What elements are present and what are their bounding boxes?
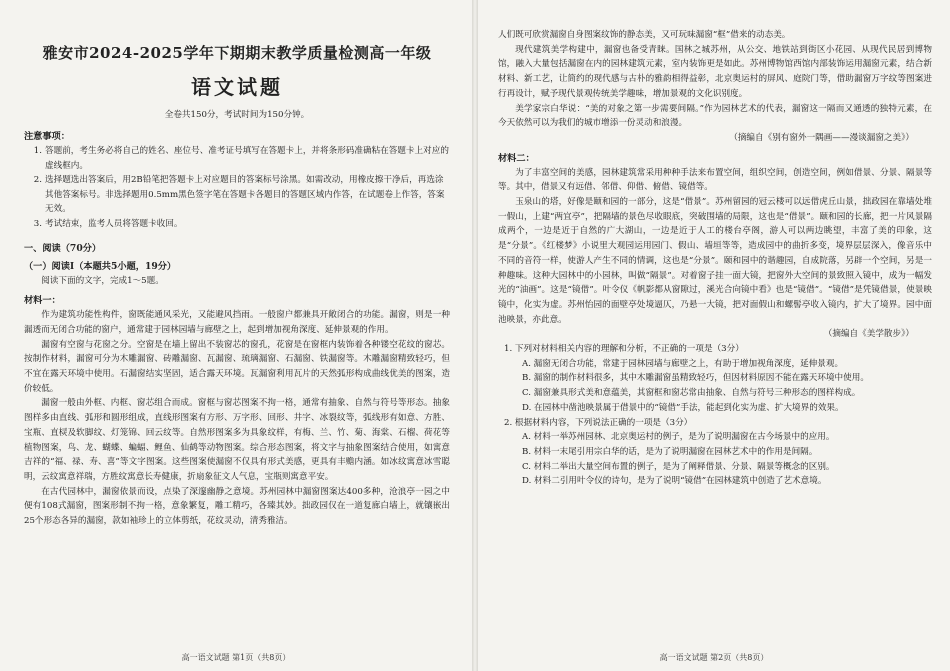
paragraph: 现代建筑美学构建中，漏窗也备受青睐。国林之城苏州，从公交、地铁站到街区小花园、从现代民居到博物馆，融入大量包括漏窗在内的园林建筑元素，室内装饰更是如此。苏州博物馆西馆内部装饰运用漏窗元素，结合新材料、新工艺，让简约的现代感与古朴的雅韵相得益彰，北京奥运村的屏风、庭院门等，借助漏窗万字纹等图案进行再设计，赋予现代景观传统美学趣味，增加景观的文化识别度。 [498, 44, 932, 99]
material-label: 材料二： [498, 152, 535, 164]
paragraph: 人们既可欣赏漏窗自身图案纹饰的静态美，又可玩味漏窗“框”借来的动态美。 [498, 30, 791, 40]
page-2 [478, 0, 950, 671]
option-c: C. 材料二举出大量空间布置的例子，是为了阐释借景、分景、隔景等概念的区别。 [522, 461, 835, 472]
paragraph: 在古代园林中，漏窗依景而设，点染了深邃幽静之意境。苏州园林中漏窗图案达400多种，沧浪亭一园之中便有108式漏窗，图案形制不拘一格，意象繁复，雕工精巧，各臻其妙。拙政园仅在一道复廊白墙上，就镶嵌出25个形态各异的漏窗，款如袖珍上的立体剪纸，花纹灵动，清秀雅洁。 [24, 486, 450, 527]
paragraph: 为了丰富空间的美感，园林建筑常采用种种手法来布置空间，组织空间，创造空间，例如借景、分景、隔景等等。其中，借景又有远借、邻借、仰借、俯借、镜借等。 [498, 167, 932, 193]
notes-list [24, 144, 450, 232]
paragraph: 漏窗一般由外框、内框、窗芯组合而成。窗框与窗芯图案不拘一格，通常有抽象、自然与符号等形态。抽象图样多由直线、弧形和圆形组成，直线形图案有方形、万字形、回形、井字、冰裂纹等，弧线形有如意、方胜、宝瓶、直棂及软脚纹、灯笼锦、回云纹等。自然形图案多为具象纹样，有梅、兰、竹、菊、海棠、石榴、荷花等植物图案，鸟、龙、蝴蝶、蝙蝠、鲤鱼、仙鹤等动物图案。综合形态图案，将文字与抽象图案结合使用，如寓意吉祥的“福、禄、寿、喜”等文字图案。这些图案使漏窗不仅具有形式美感，更具有丰赡内涵。如冰纹寓意冰雪聪明，云纹寓意祥瑞，方胜纹寓意长寿健康，折扇象征文人气息，宝瓶则寓意平安。 [24, 398, 450, 482]
notes-heading: 注意事项： [24, 131, 70, 142]
material-label: 材料一： [24, 295, 61, 307]
question-2: 2. 根据材料内容，下列说法正确的一项是（3分） [504, 417, 693, 428]
page-footer: 高一语文试题 第1页（共8页） [181, 653, 291, 662]
option-b: B. 漏窗的制作材料很多，其中木雕漏窗虽精致轻巧，但因材料原因不能在露天环境中使用。 [522, 373, 869, 384]
subsection-heading: （一）阅读Ⅰ（本题共5小题，19分） [24, 260, 177, 272]
exam-subject: 语文试题 [191, 75, 283, 99]
option-a: A. 漏窗无闭合功能，常建于园林园墙与廊壁之上，有助于增加视角深度，延伸景观。 [522, 358, 844, 369]
option-b: B. 材料一末尾引用宗白华的话，是为了说明漏窗在园林艺术中的作用是间隔。 [522, 446, 818, 457]
page-footer: 高一语文试题 第2页（共8页） [659, 653, 769, 662]
option-a: A. 材料一举苏州园林、北京奥运村的例子，是为了说明漏窗在古今场景中的应用。 [522, 432, 835, 443]
option-d: D. 在园林中凿池映景属于借景中的“镜借”手法，能起到化实为虚、扩大境界的效果。 [522, 402, 844, 413]
citation: （摘编自《别有窗外一隅画——漫谈漏窗之美》） [729, 132, 914, 143]
option-d: D. 材料二引用叶令仪的诗句，是为了说明“镜借”在园林建筑中创造了艺术意境。 [522, 476, 827, 487]
paragraph: 玉泉山的塔，好像是颐和园的一部分，这是“借景”。苏州留园的冠云楼可以远借虎丘山景，拙政园在靠墙处堆一假山，上建“两宜亭”，把隔墙的景色尽收眼底，突破围墙的局限，这也是“借景”。颐和园的长廊，把一片风景隔成两个，一边是近于自然的广大湖山，一边是近于人工的楼台亭阁，游人可以两边眺望，丰富了美的印象，这是“分景”。《红楼梦》小说里大观园运用园门、假山、墙垣等等，造成园中的曲折多变，境界层层深入，像音乐中不同的音符一样，使游人产生不同的情调，这也是“分景”。颐和园中的谐趣园，自成院落，另辟一个空间，另是一种趣味。这种大园林中的小园林，叫做“隔景”。对着窗子挂一面大镜，把窗外大空间的景致照入镜中，成为一幅发光的“油画”。这是“镜借”。叶令仪《帆影都从窗隙过，溪光合向镜中看》也是“镜借”。“镜借”是凭镜借景，使景映镜中，化实为虚。苏州怡园的面壁亭处境逼仄，乃悬一大镜，把对面假山和螺髻亭收入镜内，扩大了境界。园中面池映景，亦此意。 [498, 197, 932, 325]
note-item: 2. 选择题选出答案后，用2B铅笔把答题卡上对应题目的答案标号涂黑。如需改动，用橡皮擦干净后，再选涂其他答案标号。非选择题用0.5mm黑色签字笔在答题卡各题目的答题区域内作答，在试题卷上作答，答案无效。 [33, 175, 445, 215]
exam-title: 雅安市2024-2025学年下期期末教学质量检测高一年级 [42, 44, 432, 62]
paragraph: 漏窗有空窗与花窗之分。空窗是在墙上留出不装窗芯的窗孔，花窗是在窗框内装饰着各种镂空花纹的窗芯。按制作材料，漏窗可分为木雕漏窗、砖雕漏窗、瓦漏窗、琉璃漏窗、石漏窗、铁漏窗等。木雕漏窗精致轻巧，但不宜在露天环境中使用。石漏窗结实坚固，适合露天环境。瓦漏窗利用瓦片的天然弧形构成曲线优美的图案，造价较低。 [24, 339, 450, 394]
exam-meta: 全卷共150分，考试时间为150分钟。 [164, 110, 310, 120]
citation: （摘编自《美学散步》） [823, 329, 914, 340]
paragraph: 美学家宗白华说：“美的对象之第一步需要间隔。”作为园林艺术的代表，漏窗这一隔而又通透的独特元素，在今天依然可以为我们的城市增添一份灵动和浪漫。 [498, 103, 932, 129]
note-item: 3. 考试结束，监考人员将答题卡收回。 [33, 218, 183, 229]
option-c: C. 漏窗兼具形式美和意蕴美，其窗框和窗芯常由抽象、自然与符号三种形态的图样构成。 [522, 388, 861, 399]
paragraph: 作为建筑功能性构件，窗既能通风采光，又能避风挡雨。一般窗户都兼具开敞闭合的功能。漏窗，则是一种漏透而无闭合功能的窗户，通常建于园林园墙与廊壁之上，起到增加视角深度、延伸景观的作用。 [24, 310, 450, 335]
question-1: 1. 下列对材料相关内容的理解和分析，不正确的一项是（3分） [504, 344, 744, 355]
note-item: 1. 答题前，考生务必将自己的姓名、座位号、准考证号填写在答题卡上，并将条形码准确粘在答题卡上对应的虚线框内。 [33, 146, 449, 171]
instruction: 阅读下面的文字，完成1～5题。 [41, 275, 164, 286]
section-heading: 一、阅读（70分） [24, 242, 102, 254]
page-1 [0, 0, 472, 671]
